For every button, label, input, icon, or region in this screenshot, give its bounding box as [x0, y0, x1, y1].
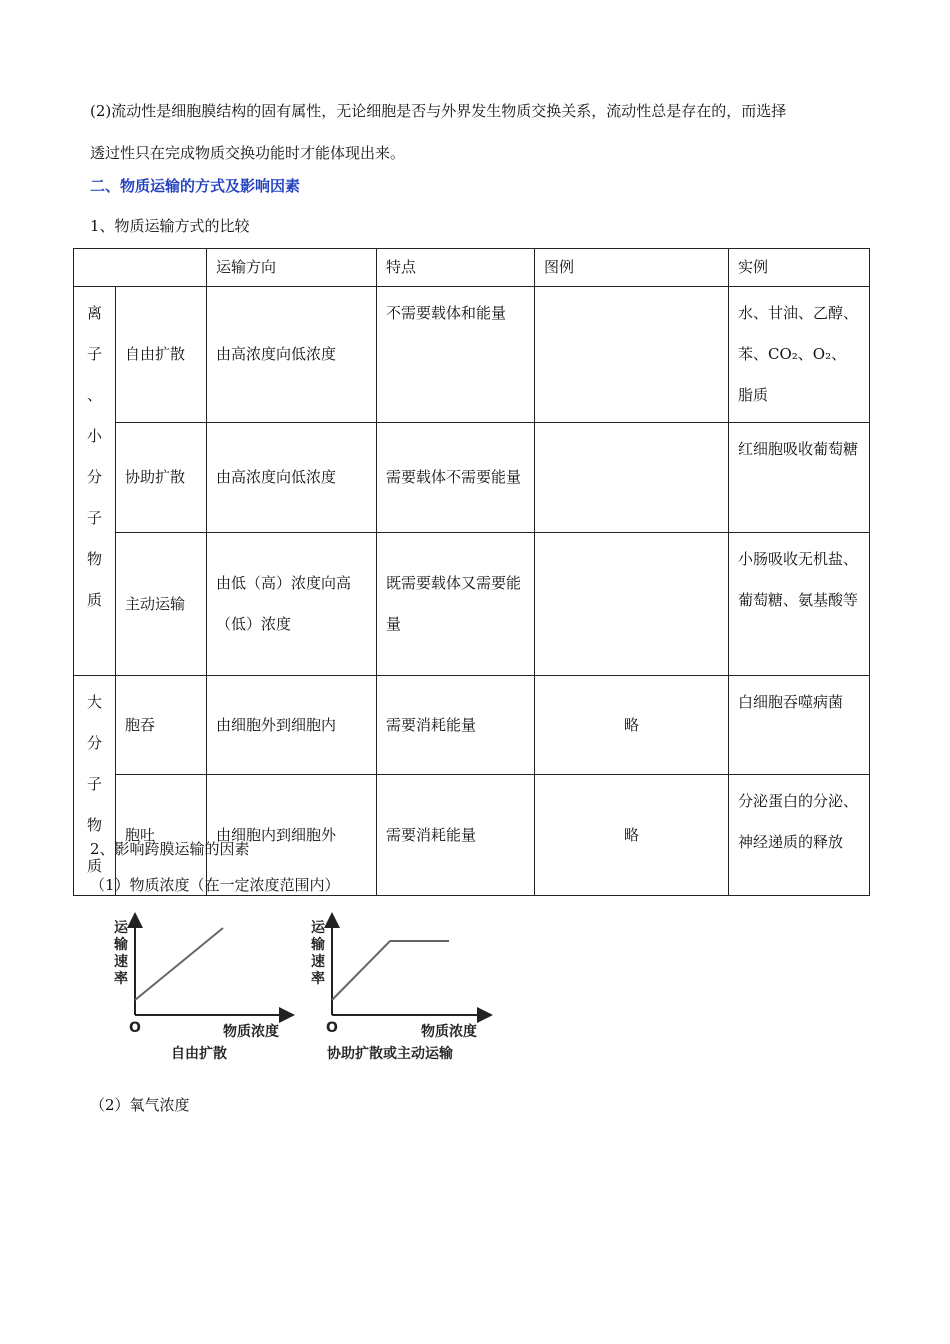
left-y-label-char: 运	[114, 920, 128, 936]
row-name: 胞吞	[116, 676, 207, 775]
group2-char: 大	[86, 693, 102, 711]
row-legend: 略	[535, 676, 729, 775]
row-feature: 不需要载体和能量	[377, 287, 535, 423]
header-legend: 图例	[535, 249, 729, 287]
row-legend	[535, 423, 729, 533]
left-y-label-char: 率	[114, 971, 128, 987]
right-y-label-char: 输	[311, 937, 325, 953]
row-name: 协助扩散	[116, 423, 207, 533]
left-x-label: 物质浓度	[223, 1024, 279, 1040]
table-row	[74, 533, 870, 676]
row-example: 红细胞吸收葡萄糖	[729, 423, 870, 533]
subsection-2-title: 2、影响跨膜运输的因素	[90, 840, 250, 858]
row-name: 主动运输	[116, 533, 207, 676]
concentration-graphs-svg	[105, 910, 495, 1070]
left-y-label-char: 输	[114, 937, 128, 953]
right-caption: 协助扩散或主动运输	[327, 1046, 453, 1062]
row-legend	[535, 533, 729, 676]
factor-2-title: （2）氧气浓度	[90, 1096, 190, 1114]
right-y-label-char: 速	[311, 954, 325, 970]
row-legend: 略	[535, 775, 729, 896]
right-x-label: 物质浓度	[421, 1024, 477, 1040]
section-2-title: 二、物质运输的方式及影响因素	[90, 177, 301, 195]
left-caption: 自由扩散	[171, 1046, 227, 1062]
group-label-macromolecules	[74, 676, 116, 896]
right-y-label-char: 率	[311, 971, 325, 987]
row-direction: 由高浓度向低浓度	[207, 287, 377, 423]
header-example: 实例	[729, 249, 870, 287]
group2-char: 子	[86, 775, 102, 793]
right-y-label-char: 运	[311, 920, 325, 936]
row-name: 胞吐	[116, 775, 207, 896]
group1-char: 、	[86, 386, 102, 404]
group-label-small-molecules	[74, 287, 116, 676]
subsection-1-title: 1、物质运输方式的比较	[90, 217, 250, 235]
intro-line-1: (2)流动性是细胞膜结构的固有属性，无论细胞是否与外界发生物质交换关系，流动性总是存在的，而选择	[90, 102, 787, 120]
left-y-label-char: 速	[114, 954, 128, 970]
left-origin-label: O	[129, 1020, 141, 1036]
row-example: 水、甘油、乙醇、苯、CO₂、O₂、脂质	[729, 287, 870, 423]
transport-comparison-table	[73, 248, 870, 896]
row-example: 小肠吸收无机盐、葡萄糖、氨基酸等	[729, 533, 870, 676]
row-direction: 由细胞外到细胞内	[207, 676, 377, 775]
group1-char: 子	[86, 509, 102, 527]
header-direction: 运输方向	[207, 249, 377, 287]
table-row	[74, 423, 870, 533]
header-empty-cell	[74, 249, 207, 287]
group2-char: 分	[86, 734, 102, 752]
right-origin-label: O	[326, 1020, 338, 1036]
table-row	[74, 676, 870, 775]
row-feature: 需要消耗能量	[377, 676, 535, 775]
row-example: 白细胞吞噬病菌	[729, 676, 870, 775]
factor-1-title: （1）物质浓度（在一定浓度范围内）	[90, 876, 340, 894]
row-direction: 由低（高）浓度向高（低）浓度	[207, 533, 377, 676]
concentration-graphs	[105, 910, 495, 1070]
row-feature: 需要载体不需要能量	[377, 423, 535, 533]
intro-line-2: 透过性只在完成物质交换功能时才能体现出来。	[90, 144, 406, 162]
left-rate-line	[135, 928, 223, 1000]
group1-char: 子	[86, 345, 102, 363]
group1-char: 质	[86, 591, 102, 609]
table-row	[74, 287, 870, 423]
group1-char: 小	[86, 427, 102, 445]
group2-char: 物	[86, 816, 102, 834]
row-feature: 需要消耗能量	[377, 775, 535, 896]
row-legend	[535, 287, 729, 423]
group1-char: 分	[86, 468, 102, 486]
row-direction: 由细胞内到细胞外	[207, 775, 377, 896]
header-feature: 特点	[377, 249, 535, 287]
row-example: 分泌蛋白的分泌、神经递质的释放	[729, 775, 870, 896]
group1-char: 物	[86, 550, 102, 568]
row-feature: 既需要载体又需要能量	[377, 533, 535, 676]
group2-char: 质	[86, 857, 102, 875]
right-rate-line	[332, 941, 449, 1000]
row-name: 自由扩散	[116, 287, 207, 423]
row-direction: 由高浓度向低浓度	[207, 423, 377, 533]
group1-char: 离	[86, 304, 102, 322]
table-header-row	[74, 249, 870, 287]
